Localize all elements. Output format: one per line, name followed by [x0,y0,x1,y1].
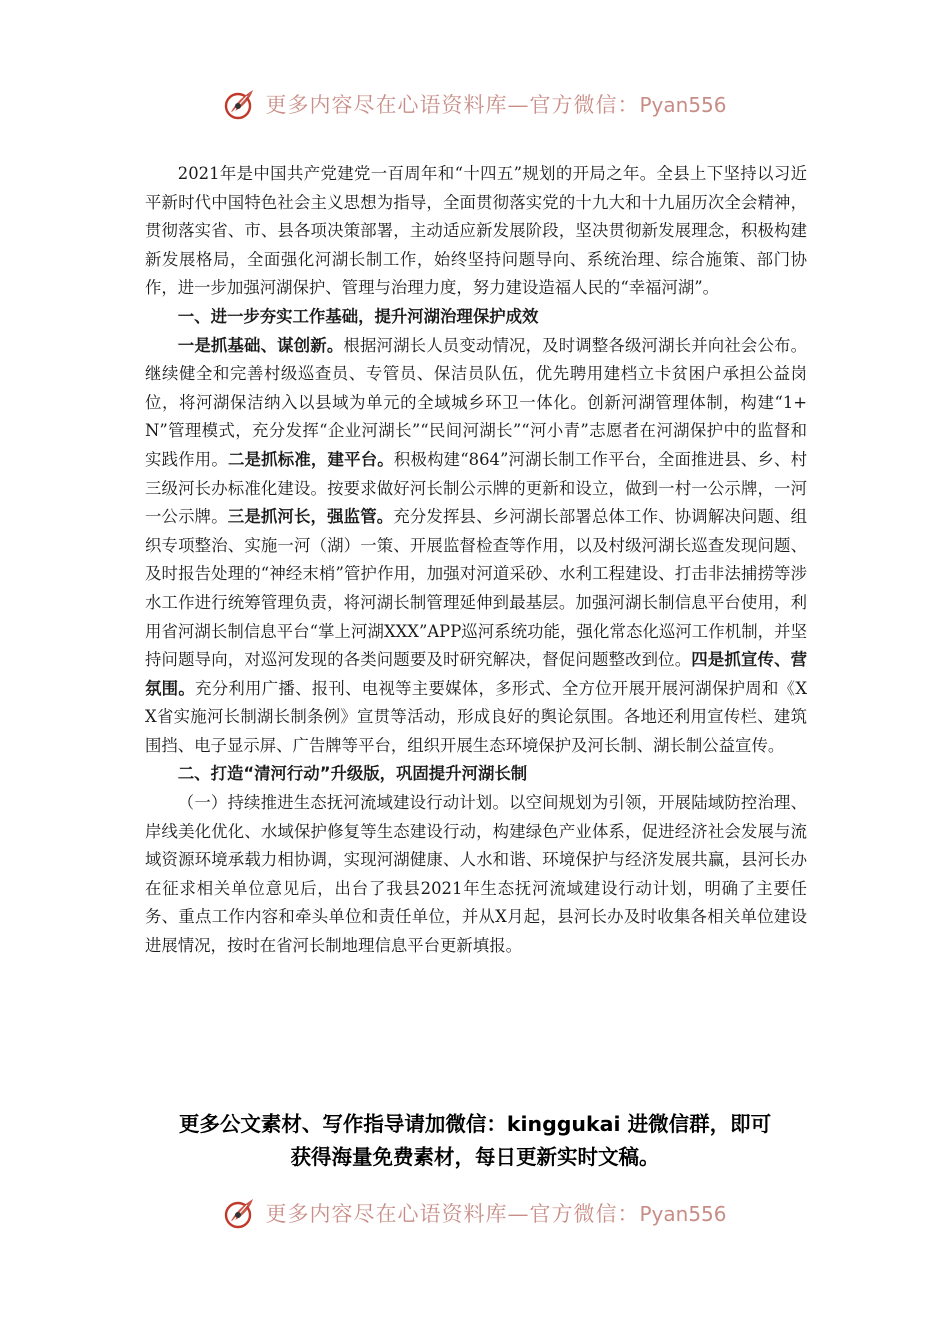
watermark-wechat-id: Pyan556 [639,1202,727,1226]
section-2-heading: 二、打造“清河行动”升级版，巩固提升河湖长制 [177,764,528,784]
header-watermark [0,84,950,124]
intro-paragraph: 2021年是中国共产党建党一百周年和“十四五”规划的开局之年。全县上下坚持以习近平新时代中国特色社会主义思想为指导，全面贯彻落实党的十九大和十九届历次全会精神，贯彻落实省、市、县各项决策部署，主动适应新发展阶段，坚决贯彻新发展理念，积极构建新发展格局，全面强化河湖长制工作，始终坚持问题导向、系统治理、综合施策、部门协作，进一步加强河湖保护、管理与治理力度，努力建设造福人民的“幸福河湖”。 [145,164,807,298]
footer-watermark [0,1193,950,1233]
point-1-text: 根据河湖长人员变动情况，及时调整各级河湖长并向社会公布。继续健全和完善村级巡查员、专管员、保洁员队伍，优先聘用建档立卡贫困户承担公益岗位，将河湖保洁纳入以县域为单元的全域城乡环卫一体化。创新河湖管理体制，构建“1+N”管理模式，充分发挥“企业河湖长”“民间河湖长”“河小青”志愿者在河湖保护中的监督和实践作用。 [145,335,807,469]
section-1-heading: 一、进一步夯实工作基础，提升河湖治理保护成效 [177,306,539,326]
point-3-lead: 三是抓河长，强监管。 [227,507,394,527]
point-1-lead: 一是抓基础、谋创新。 [177,335,344,355]
point-4-text: 充分利用广播、报刊、电视等主要媒体，多形式、全方位开展开展河湖保护周和《XX省实施河长制湖长制条例》宣贯等活动，形成良好的舆论氛围。各地还利用宣传栏、建筑围挡、电子显示屏、广告牌等平台，组织开展生态环境保护及河长制、湖长制公益宣传。 [145,678,808,755]
watermark-wechat-id: Pyan556 [639,93,727,117]
promo-line-2: 获得海量免费素材，每日更新实时文稿。 [290,1145,660,1169]
section-2-paragraph-1: （一）持续推进生态抚河流域建设行动计划。以空间规划为引领，开展陆域防控治理、岸线美化优化、水域保护修复等生态建设行动，构建绿色产业体系，促进经济社会发展与流域资源环境承载力相协调，实现河湖健康、人水和谐、环境保护与经济发展共赢，县河长办在征求相关单位意见后，出台了我县2021年生态抚河流域建设行动计划，明确了主要任务、重点工作内容和牵头单位和责任单位，并从X月起，县河长办及时收集各相关单位建设进展情况，按时在省河长制地理信息平台更新填报。 [145,793,807,956]
point-2-lead: 二是抓标准，建平台。 [227,449,394,469]
promo-line-1: 更多公文素材、写作指导请加微信：kinggukai 进微信群，即可 [178,1112,772,1136]
point-4-lead: 四是抓宣传、营氛围。 [145,650,808,698]
watermark-text: 更多内容尽在心语资料库—官方微信：Pyan556 [265,93,727,117]
document-body [145,160,807,961]
point-2-text: 积极构建“864”河湖长制工作平台，全面推进县、乡、村三级河长办标准化建设。按要求做好河长制公示牌的更新和设立，做到一村一公示牌，一河一公示牌。 [145,449,808,527]
promo-banner [0,1108,950,1174]
quill-logo-icon [223,86,259,122]
section-1-paragraph [145,332,807,761]
point-3-text: 充分发挥县、乡河湖长部署总体工作、协调解决问题、组织专项整治、实施一河（湖）一策、开展监督检查等作用，以及村级河湖长巡查发现问题、及时报告处理的“神经末梢”管护作用，加强对河道采砂、水利工程建设、打击非法捕捞等涉水工作进行统筹管理负责，将河湖长制管理延伸到最基层。加强河湖长制信息平台使用，利用省河湖长制信息平台“掌上河湖XXX”APP巡河系统功能，强化常态化巡河工作机制，并坚持问题导向，对巡河发现的各类问题要及时研究解决，督促问题整改到位。 [145,507,808,670]
quill-logo-icon [223,1195,259,1231]
watermark-text: 更多内容尽在心语资料库—官方微信：Pyan556 [265,1202,727,1226]
